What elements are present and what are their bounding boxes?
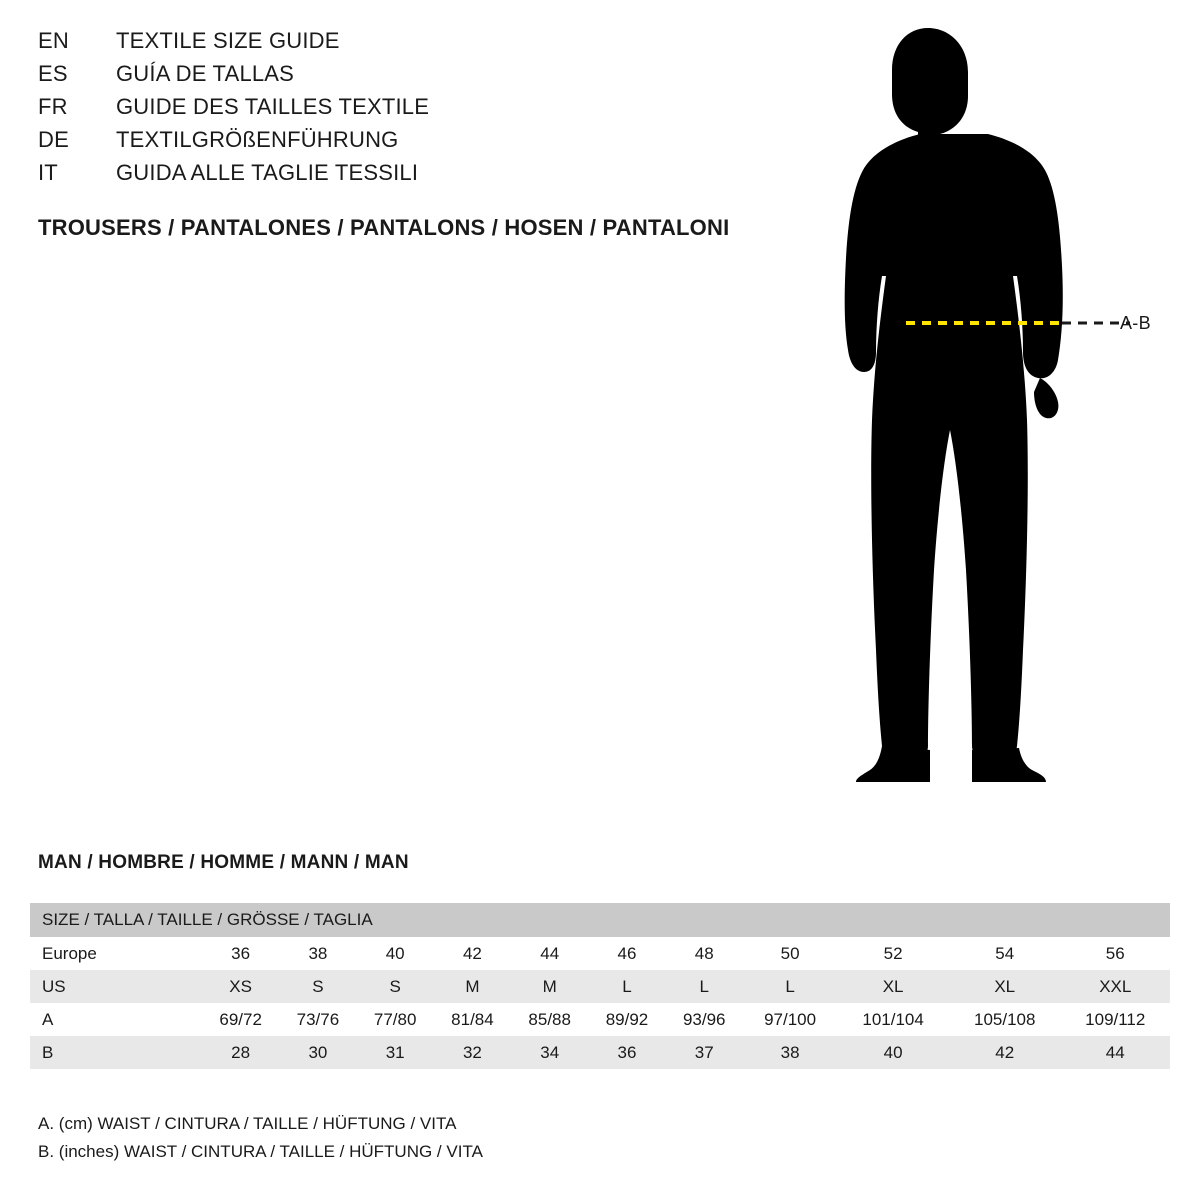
cell-b-10: 44 — [1061, 1036, 1170, 1069]
cell-us-8: XL — [837, 970, 949, 1003]
cell-europe-0: 36 — [202, 937, 279, 970]
lang-code-en: EN — [38, 28, 69, 53]
cell-europe-8: 52 — [837, 937, 949, 970]
cell-europe-6: 48 — [666, 937, 743, 970]
cell-europe-3: 42 — [434, 937, 511, 970]
table-header-label: SIZE / TALLA / TAILLE / GRÖSSE / TAGLIA — [30, 903, 1170, 937]
cell-a-1: 73/76 — [279, 1003, 356, 1036]
cell-us-1: S — [279, 970, 356, 1003]
cell-b-4: 34 — [511, 1036, 588, 1069]
cell-a-4: 85/88 — [511, 1003, 588, 1036]
cell-b-7: 38 — [743, 1036, 837, 1069]
cell-us-2: S — [357, 970, 434, 1003]
lang-code-fr: FR — [38, 94, 68, 119]
lang-code-es: ES — [38, 61, 68, 86]
cell-a-5: 89/92 — [588, 1003, 665, 1036]
cell-a-0: 69/72 — [202, 1003, 279, 1036]
cell-b-9: 42 — [949, 1036, 1061, 1069]
row-label-a: A — [30, 1003, 202, 1036]
cell-europe-5: 46 — [588, 937, 665, 970]
cell-b-5: 36 — [588, 1036, 665, 1069]
footnote-b: B. (inches) WAIST / CINTURA / TAILLE / HÜFTUNG / VITA — [38, 1142, 483, 1161]
cell-a-3: 81/84 — [434, 1003, 511, 1036]
cell-us-5: L — [588, 970, 665, 1003]
cell-b-1: 30 — [279, 1036, 356, 1069]
row-label-europe: Europe — [30, 937, 202, 970]
table-row-us — [30, 970, 1170, 1003]
cell-us-3: M — [434, 970, 511, 1003]
title-row-fr — [38, 94, 818, 127]
cell-us-6: L — [666, 970, 743, 1003]
cell-a-10: 109/112 — [1061, 1003, 1170, 1036]
title-row-it — [38, 160, 818, 193]
cell-b-8: 40 — [837, 1036, 949, 1069]
cell-a-6: 93/96 — [666, 1003, 743, 1036]
cell-a-2: 77/80 — [357, 1003, 434, 1036]
measure-label-ab: A-B — [1120, 313, 1151, 333]
cell-us-10: XXL — [1061, 970, 1170, 1003]
cell-b-2: 31 — [357, 1036, 434, 1069]
row-label-b: B — [30, 1036, 202, 1069]
cell-a-7: 97/100 — [743, 1003, 837, 1036]
title-row-en — [38, 28, 818, 61]
table-row-europe — [30, 937, 1170, 970]
size-table — [30, 903, 1170, 1069]
section-label-man: MAN / HOMBRE / HOMME / MANN / MAN — [38, 852, 409, 873]
cell-europe-7: 50 — [743, 937, 837, 970]
row-label-us: US — [30, 970, 202, 1003]
table-header-row — [30, 903, 1170, 937]
title-text-fr: GUIDE DES TAILLES TEXTILE — [116, 94, 430, 119]
cell-a-8: 101/104 — [837, 1003, 949, 1036]
cell-europe-10: 56 — [1061, 937, 1170, 970]
cell-europe-9: 54 — [949, 937, 1061, 970]
cell-us-4: M — [511, 970, 588, 1003]
title-text-en: TEXTILE SIZE GUIDE — [116, 28, 340, 53]
cell-europe-2: 40 — [357, 937, 434, 970]
cell-europe-4: 44 — [511, 937, 588, 970]
table-row-b — [30, 1036, 1170, 1069]
cell-b-3: 32 — [434, 1036, 511, 1069]
male-silhouette-figure — [800, 10, 1200, 800]
cell-us-0: XS — [202, 970, 279, 1003]
title-row-de — [38, 127, 818, 160]
cell-us-9: XL — [949, 970, 1061, 1003]
cell-europe-1: 38 — [279, 937, 356, 970]
lang-code-de: DE — [38, 127, 69, 152]
title-text-de: TEXTILGRÖßENFÜHRUNG — [116, 127, 399, 152]
table-row-a — [30, 1003, 1170, 1036]
cell-b-0: 28 — [202, 1036, 279, 1069]
title-block — [38, 28, 818, 241]
footnotes — [38, 1110, 483, 1166]
garment-type-line: TROUSERS / PANTALONES / PANTALONS / HOSEN / PANTALONI — [38, 215, 730, 240]
title-text-it: GUIDA ALLE TAGLIE TESSILI — [116, 160, 419, 185]
footnote-a: A. (cm) WAIST / CINTURA / TAILLE / HÜFTUNG / VITA — [38, 1114, 457, 1133]
title-text-es: GUÍA DE TALLAS — [116, 61, 295, 86]
lang-code-it: IT — [38, 160, 58, 185]
cell-b-6: 37 — [666, 1036, 743, 1069]
cell-us-7: L — [743, 970, 837, 1003]
title-row-es — [38, 61, 818, 94]
cell-a-9: 105/108 — [949, 1003, 1061, 1036]
